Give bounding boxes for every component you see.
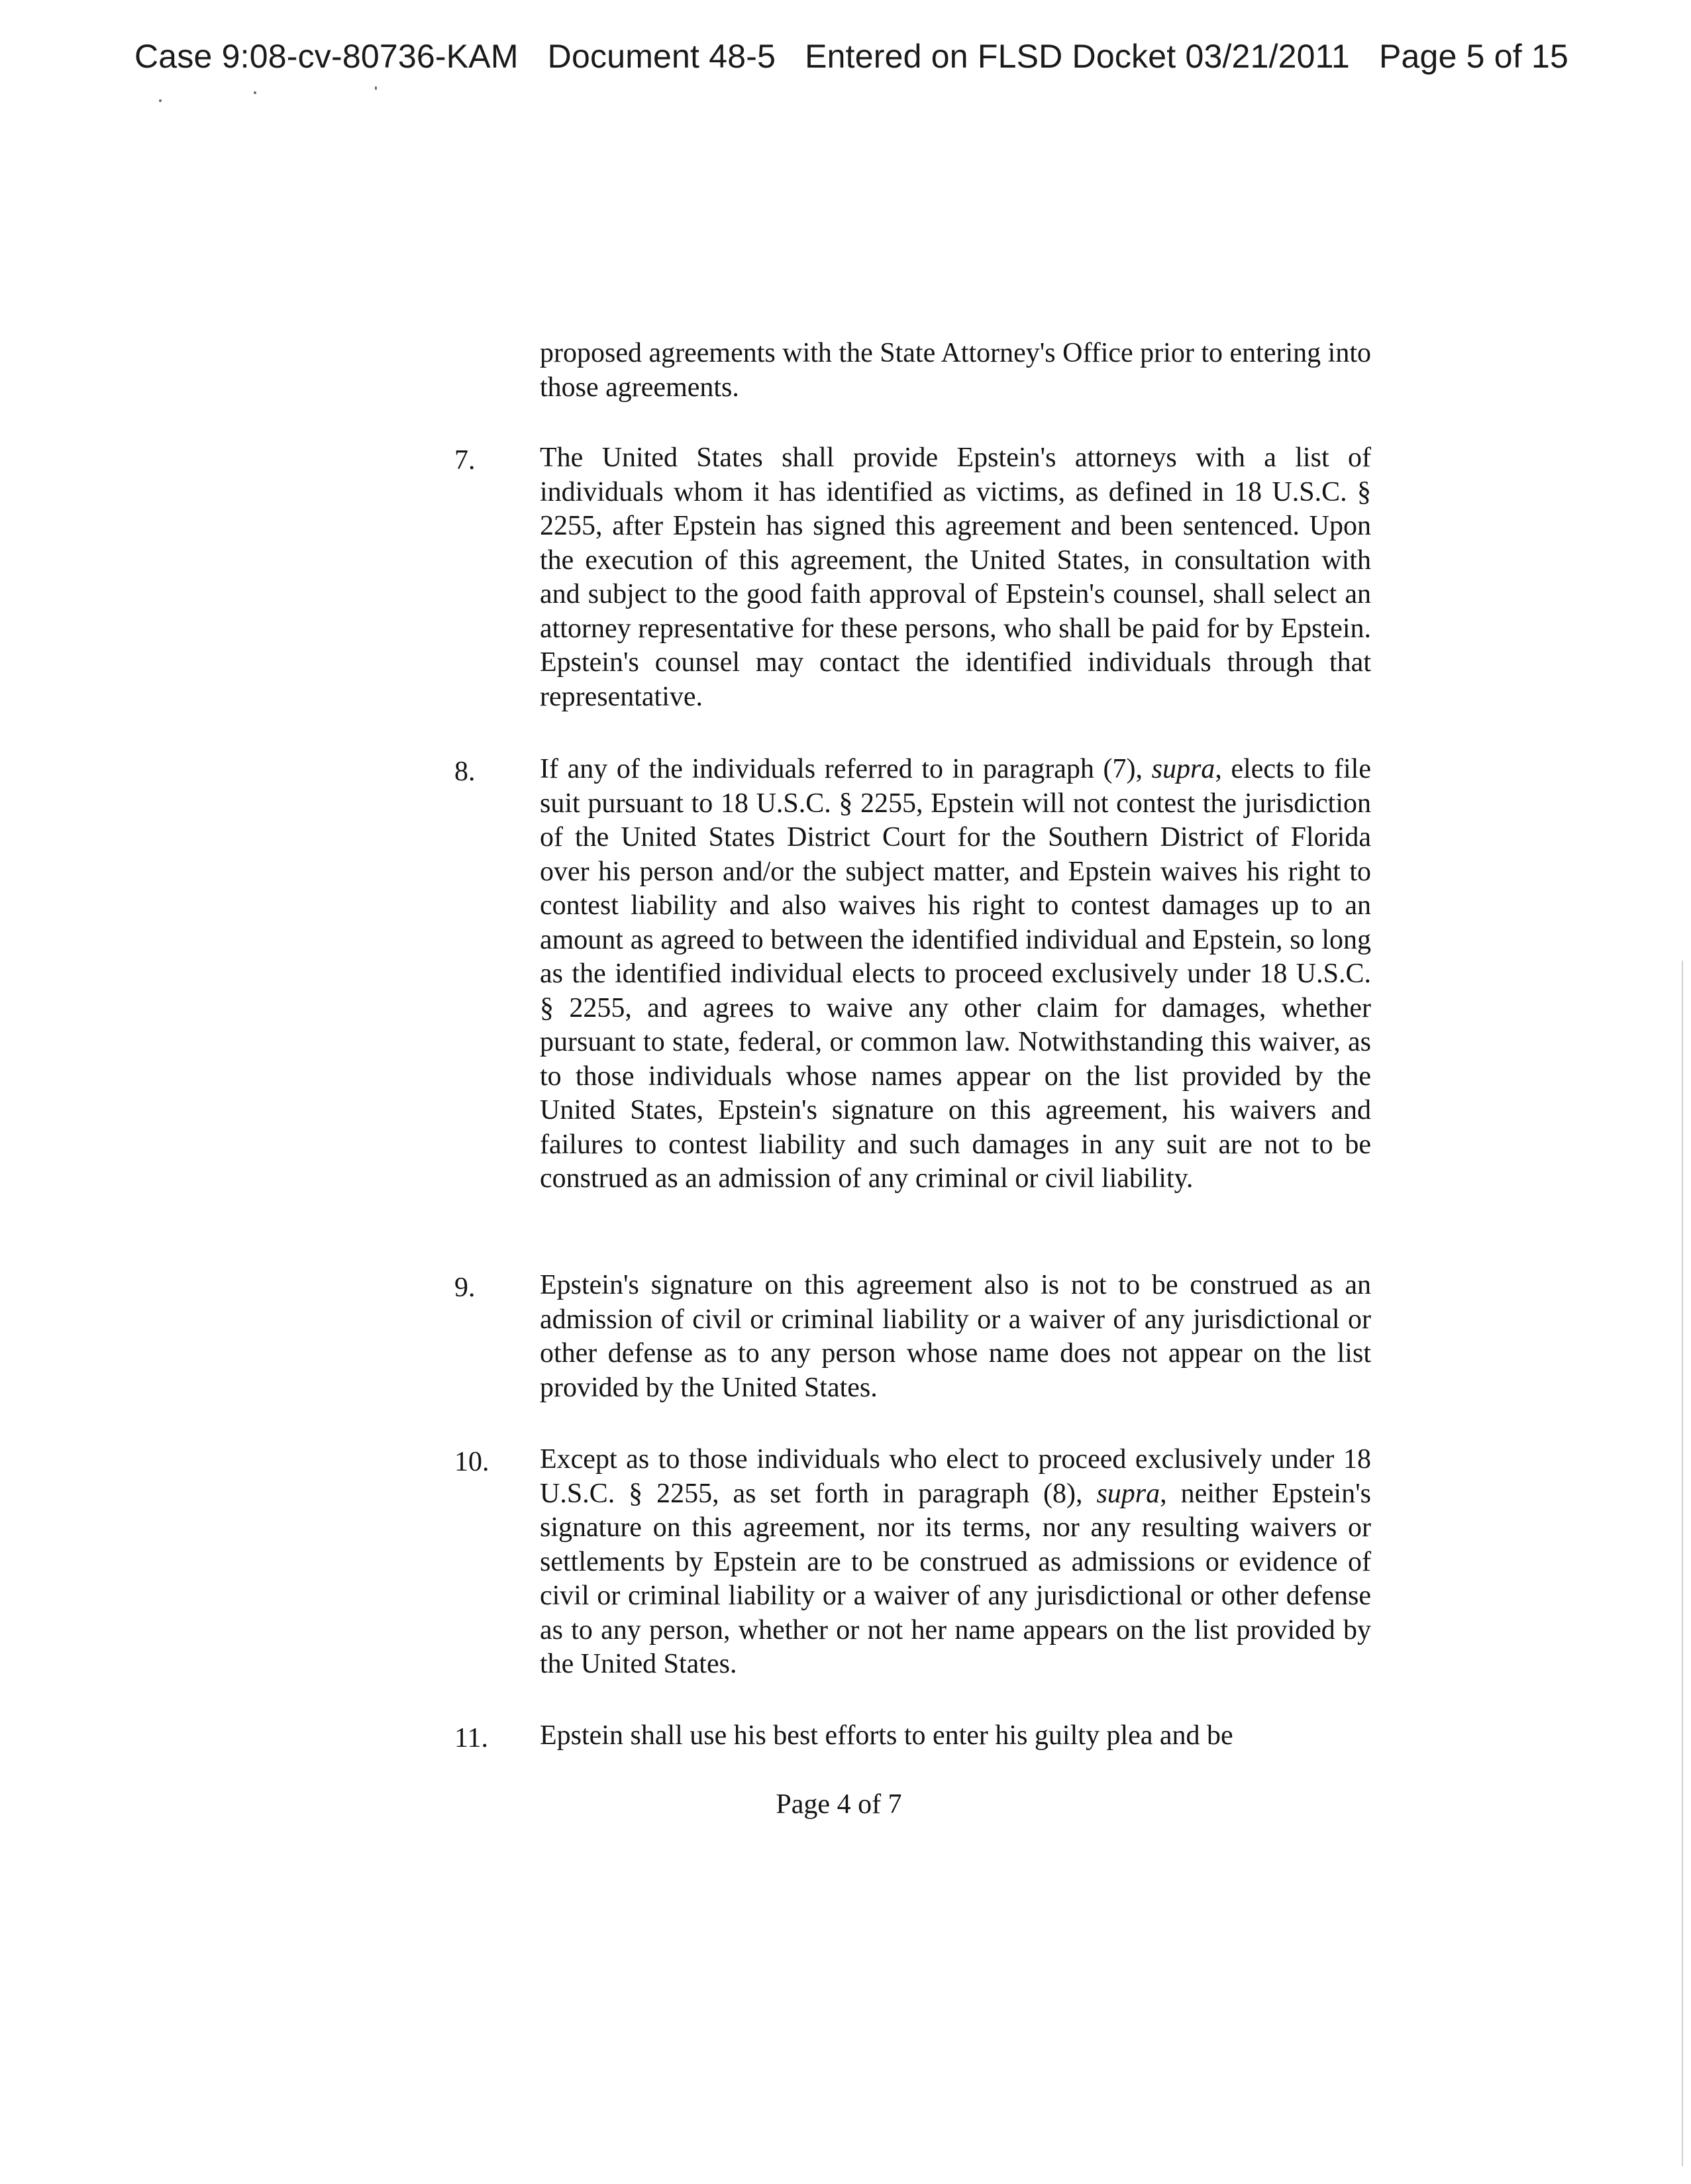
scan-speck <box>159 99 162 102</box>
docket-entry: Entered on FLSD Docket 03/21/2011 <box>805 38 1350 75</box>
scan-speck <box>375 86 377 90</box>
paragraph-text <box>540 753 1371 1196</box>
text-segment: If any of the individuals referred to in paragraph (7), <box>540 754 1152 784</box>
paragraph-number: 11. <box>454 1723 488 1753</box>
paragraph-text <box>540 1443 1371 1682</box>
text-segment: , elects to file suit pursuant to 18 U.S.C. § 2255, Epstein will not contest the jurisdiction of the United States District Court for the Southern District of Florida over his person and/or the subject matter, and Epstein waives his right to contest liability and also waives his right to contest damages up to an amount as agreed to between the identified individual and Epstein, so long as the identified individual elects to proceed exclusively under 18 U.S.C. § 2255, and agrees to waive any other claim for damages, whether pursuant to state, federal, or common law. Notwithstanding this waiver, as to those individuals whose names appear on the list provided by the United States, Epstein's signature on this agreement, his waivers and failures to contest liability and such damages in any suit are not to be construed as an admission of any criminal or civil liability. <box>540 754 1371 1194</box>
scan-edge-line <box>1682 961 1683 2166</box>
paragraph-number: 9. <box>454 1273 476 1303</box>
scan-speck <box>254 91 256 94</box>
text-segment: , neither Epstein's signature on this agreement, nor its terms, nor any resulting waivers or settlements by Epstein are to be construed as admissions or evidence of civil or criminal liability or a waiver of any jurisdictional or other defense as to any person, whether or not her name appears on the list provided by the United States. <box>540 1478 1372 1679</box>
paragraph-text: Epstein's signature on this agreement also is not to be construed as an admission of civil or criminal liability or a waiver of any jurisdictional or other defense as to any person whose name does not appear on the list provided by the United States. <box>540 1270 1371 1403</box>
continued-paragraph: proposed agreements with the State Attorney's Office prior to entering into those agreements. <box>540 338 1371 403</box>
case-number: Case 9:08-cv-80736-KAM <box>134 38 519 75</box>
court-filing-stamp <box>134 37 1568 76</box>
paragraph-text: Epstein shall use his best efforts to enter his guilty plea and be <box>540 1720 1233 1751</box>
page-number: Page 4 of 7 <box>776 1789 902 1820</box>
document-number: Document 48-5 <box>547 38 776 75</box>
italic-supra: supra <box>1096 1478 1160 1509</box>
text-segment: Except as to those individuals who elect to proceed exclusively under 18 U.S.C. § 2255, as set forth in paragraph (8), <box>540 1444 1371 1509</box>
page-footer <box>0 1789 1691 1820</box>
filing-page-number: Page 5 of 15 <box>1379 38 1568 75</box>
italic-supra: supra <box>1151 754 1215 784</box>
paragraph-number: 8. <box>454 756 476 787</box>
paragraph-number: 7. <box>454 445 476 476</box>
paragraph-text: The United States shall provide Epstein's attorneys with a list of individuals whom it has identified as victims, as defined in 18 U.S.C. § 2255, after Epstein has signed this agreement and been sentenced. Upon the execution of this agreement, the United States, in consultation with and subject to the good faith approval of Epstein's counsel, shall select an attorney representative for these persons, who shall be paid for by Epstein. Epstein's counsel may contact the identified individuals through that representative. <box>540 442 1371 712</box>
paragraph-number: 10. <box>454 1447 489 1477</box>
